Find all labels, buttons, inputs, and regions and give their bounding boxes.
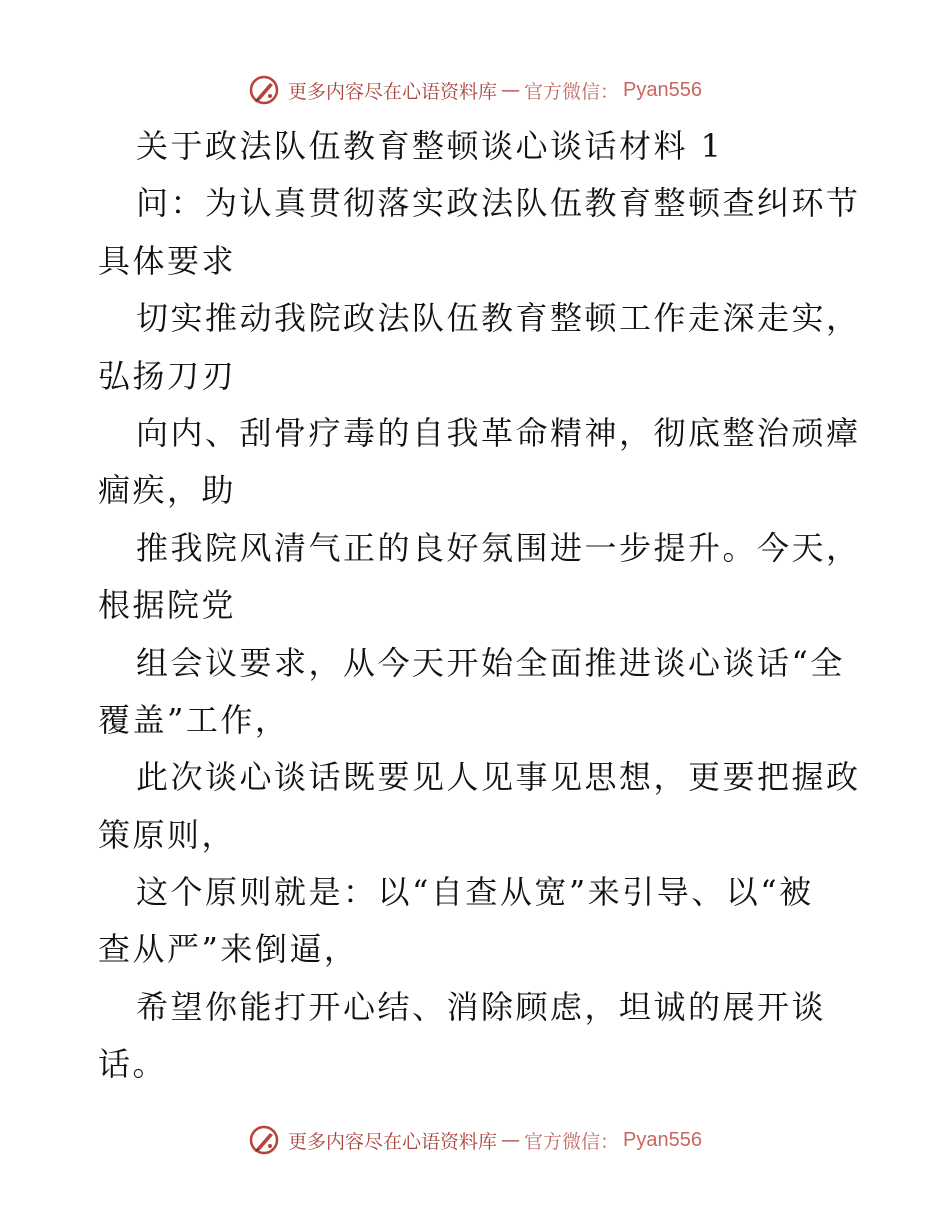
banner-text: 更多内容尽在心语资料库 bbox=[288, 1130, 498, 1153]
text-line: 切实推动我院政法队伍教育整顿工作走深走实， bbox=[136, 299, 861, 338]
banner-separator: — bbox=[501, 79, 521, 101]
text-line: 具体要求 bbox=[98, 241, 237, 280]
banner-separator: — bbox=[501, 1129, 521, 1151]
document-title: 关于政法队伍教育整顿谈心谈话材料 1 bbox=[136, 127, 724, 165]
text-line: 希望你能打开心结、消除顾虑，坦诚的展开谈 bbox=[136, 987, 827, 1026]
banner-wechat-label: 官方微信： bbox=[524, 1130, 620, 1153]
banner-wechat-label: 官方微信： bbox=[524, 80, 620, 103]
text-line: 弘扬刀刃 bbox=[98, 356, 237, 395]
banner-text: 更多内容尽在心语资料库 bbox=[288, 80, 498, 103]
footer-watermark-banner bbox=[0, 1120, 950, 1160]
header-watermark-banner bbox=[0, 70, 950, 110]
text-line: 覆盖”工作， bbox=[98, 700, 290, 739]
banner-wechat-id: Pyan556 bbox=[623, 1128, 702, 1151]
text-line: 痼疾，助 bbox=[98, 471, 237, 510]
text-line: 根据院党 bbox=[98, 586, 237, 625]
text-line: 查从严”来倒逼， bbox=[98, 930, 359, 969]
banner-wechat-id: Pyan556 bbox=[623, 78, 702, 101]
text-line: 问：为认真贯彻落实政法队伍教育整顿查纠环节 bbox=[136, 184, 861, 223]
text-line: 推我院风清气正的良好氛围进一步提升。今天， bbox=[136, 528, 861, 567]
quill-pen-logo-icon bbox=[248, 74, 280, 106]
text-line: 此次谈心谈话既要见人见事见思想，更要把握政 bbox=[136, 758, 861, 797]
text-line: 这个原则就是：以“自查从宽”来引导、以“被 bbox=[136, 873, 814, 912]
document-body bbox=[98, 118, 861, 1094]
quill-pen-logo-icon bbox=[248, 1124, 280, 1156]
text-line: 策原则， bbox=[98, 815, 237, 854]
text-line: 组会议要求，从今天开始全面推进谈心谈话“全 bbox=[136, 643, 845, 682]
text-line: 向内、刮骨疗毒的自我革命精神，彻底整治顽瘴 bbox=[136, 413, 861, 452]
text-line: 话。 bbox=[98, 1045, 168, 1084]
